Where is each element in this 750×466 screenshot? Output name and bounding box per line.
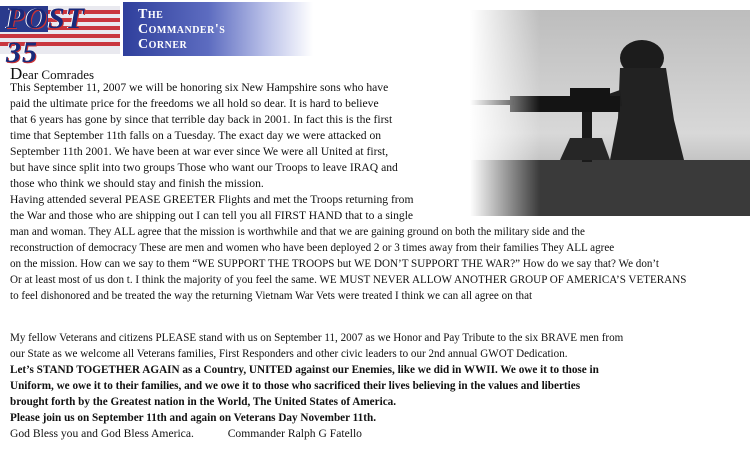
banner-title xyxy=(138,7,225,52)
body-line: that 6 years has gone by since that terrible day back in 2001. In fact this is the first xyxy=(10,113,393,126)
bold-line: Uniform, we owe it to their families, and we owe it to those who sacrificed their lives believing in the values and liberties xyxy=(10,380,581,392)
bold-line: Let’s STAND TOGETHER AGAIN as a Country, UNITED against our Enemies, like we did in WWII. We owe it to those in xyxy=(10,364,599,376)
body-line: reconstruction of democracy These are men and women who have been deployed 2 or 3 times away from their families They ALL agree xyxy=(10,242,615,254)
salutation-dropcap: D xyxy=(10,64,23,83)
body-line: Or at least most of us don t. I think the majority of you feel the same. WE MUST NEVER ALLOW ANOTHER GROUP OF AMERICA’S VETERANS xyxy=(10,274,687,286)
salutation-rest: ear Comrades xyxy=(22,67,95,82)
body-line: paid the ultimate price for the freedoms we all hold so dear. It is hard to believe xyxy=(10,97,379,110)
body-line: man and woman. They ALL agree that the mission is worthwhile and that we are gaining ground on both the military side and the xyxy=(10,226,585,238)
body-line: Having attended several PEASE GREETER Flights and met the Troops returning from xyxy=(10,193,414,206)
banner-line-1: The xyxy=(138,7,164,22)
signoff-text: God Bless you and God Bless America. xyxy=(10,427,194,440)
body-line: time that September 11th falls on a Tuesday. The exact day we were attacked on xyxy=(10,129,382,142)
body-line: but have since split into two groups Those who want our Troops to leave IRAQ and xyxy=(10,161,398,174)
body-line: those who think we should stay and finish the mission. xyxy=(10,177,264,190)
signoff xyxy=(10,426,362,442)
signature: Commander Ralph G Fatello xyxy=(227,427,362,440)
banner-line-2: Commander's xyxy=(138,22,226,37)
logo-text: POST 35 xyxy=(6,2,85,69)
body-line: on the mission. How can we say to them “WE SUPPORT THE TROOPS but WE DON’T SUPPORT THE WAR?” How do we say that? We don’t xyxy=(10,258,659,270)
body-line: September 11th 2001. We have been at war ever since We were all United at first, xyxy=(10,145,389,158)
post35-logo xyxy=(0,0,122,69)
body-line: My fellow Veterans and citizens PLEASE stand with us on September 11, 2007 as we Honor and Pay Tribute to the six BRAVE men from xyxy=(10,332,624,344)
banner-line-3: Corner xyxy=(138,37,188,52)
body-line: the War and those who are shipping out I can tell you all FIRST HAND that to a single xyxy=(10,209,414,222)
soldier-photo xyxy=(470,10,750,216)
commanders-corner-banner xyxy=(123,2,313,56)
body-line: This September 11, 2007 we will be honoring six New Hampshire sons who have xyxy=(10,81,389,94)
bold-line: Please join us on September 11th and again on Veterans Day November 11th. xyxy=(10,412,376,424)
bold-line: brought forth by the Greatest nation in the World, The United States of America. xyxy=(10,396,397,408)
body-line: our State as we welcome all Veterans families, First Responders and other civic leaders to our 2nd annual GWOT Dedication. xyxy=(10,348,568,360)
body-line: to feel dishonored and be treated the way the returning Vietnam War Vets were treated I think we can all agree on that xyxy=(10,290,533,302)
